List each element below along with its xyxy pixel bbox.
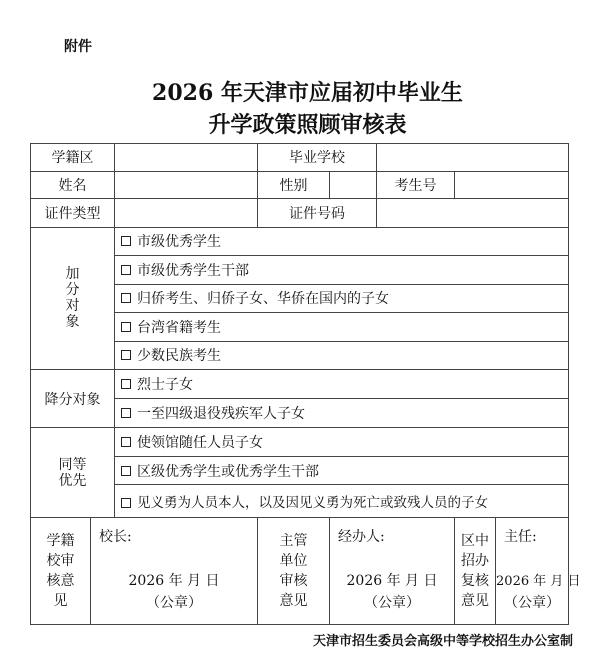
graduation-school-label: 毕业学校: [258, 144, 377, 172]
gender-label: 性别: [258, 171, 330, 199]
exam-number-field[interactable]: [455, 171, 569, 199]
equal-priority-label: 同等优先: [31, 428, 115, 518]
seal-label: （公章）: [504, 594, 561, 611]
option-row[interactable]: [115, 398, 569, 428]
option-label: 见义勇为人员本人，以及因见义勇为死亡或致残人员的子女: [137, 495, 488, 512]
option-row[interactable]: [115, 485, 569, 518]
date-line: 2026 年 月 日: [496, 573, 581, 589]
director-label: 主任:: [504, 528, 537, 545]
option-row[interactable]: [115, 284, 569, 313]
option-label: 市级优秀学生干部: [137, 262, 249, 279]
checkbox[interactable]: [121, 408, 131, 418]
option-label: 归侨考生、归侨子女、华侨在国内的子女: [137, 291, 389, 308]
id-number-field[interactable]: [377, 199, 569, 228]
handler-signature-area[interactable]: [330, 517, 455, 624]
date-line: 2026 年 月 日: [128, 572, 220, 589]
checkbox[interactable]: [121, 437, 131, 447]
name-label: 姓名: [31, 171, 115, 199]
dept-review-label: 主管单位审核意见: [258, 517, 330, 624]
school-review-label: 学籍校审核意见: [31, 517, 91, 624]
director-signature-area[interactable]: [496, 517, 581, 624]
option-row[interactable]: [115, 256, 569, 285]
school-district-field[interactable]: [115, 144, 258, 172]
option-label: 一至四级退役残疾军人子女: [137, 405, 305, 422]
option-label: 台湾省籍考生: [137, 319, 221, 336]
option-row[interactable]: [115, 370, 569, 399]
option-label: 使领馆随任人员子女: [137, 435, 263, 452]
checkbox[interactable]: [121, 265, 131, 275]
option-label: 市级优秀学生: [137, 234, 221, 251]
checkbox[interactable]: [121, 466, 131, 476]
option-row[interactable]: [115, 227, 569, 256]
district-review-label: 区中招办复核意见: [455, 517, 496, 624]
id-number-label: 证件号码: [258, 199, 377, 228]
seal-label: （公章）: [364, 594, 421, 611]
reduced-category-label: 降分对象: [31, 370, 115, 428]
exam-number-label: 考生号: [377, 171, 455, 199]
id-type-label: 证件类型: [31, 199, 115, 228]
school-district-label: 学籍区: [31, 144, 115, 172]
graduation-school-field[interactable]: [377, 144, 569, 172]
option-row[interactable]: [115, 341, 569, 370]
name-field[interactable]: [115, 171, 258, 199]
checkbox[interactable]: [121, 322, 131, 332]
seal-label: （公章）: [146, 594, 202, 611]
option-row[interactable]: [115, 428, 569, 457]
option-label: 区级优秀学生或优秀学生干部: [137, 463, 319, 480]
form-title-line1: 2026 年天津市应届初中毕业生: [152, 80, 463, 106]
handler-label: 经办人:: [338, 528, 385, 545]
checkbox[interactable]: [121, 498, 131, 508]
option-label: 少数民族考生: [137, 348, 221, 365]
principal-label: 校长:: [99, 528, 132, 545]
checkbox[interactable]: [121, 350, 131, 360]
issuer-footer: 天津市招生委员会高级中等学校招生办公室制: [312, 634, 573, 649]
option-row[interactable]: [115, 313, 569, 342]
option-label: 烈士子女: [137, 376, 193, 393]
date-line: 2026 年 月 日: [346, 572, 438, 589]
option-row[interactable]: [115, 456, 569, 485]
gender-field[interactable]: [330, 171, 377, 199]
form-title-line2: 升学政策照顾审核表: [208, 112, 407, 138]
attachment-label: 附件: [64, 39, 92, 55]
principal-signature-area[interactable]: [91, 517, 258, 624]
checkbox[interactable]: [121, 379, 131, 389]
checkbox[interactable]: [121, 293, 131, 303]
id-type-field[interactable]: [115, 199, 258, 228]
bonus-category-label: 加分对象: [31, 227, 115, 370]
review-form-table: [30, 143, 581, 625]
checkbox[interactable]: [121, 236, 131, 246]
